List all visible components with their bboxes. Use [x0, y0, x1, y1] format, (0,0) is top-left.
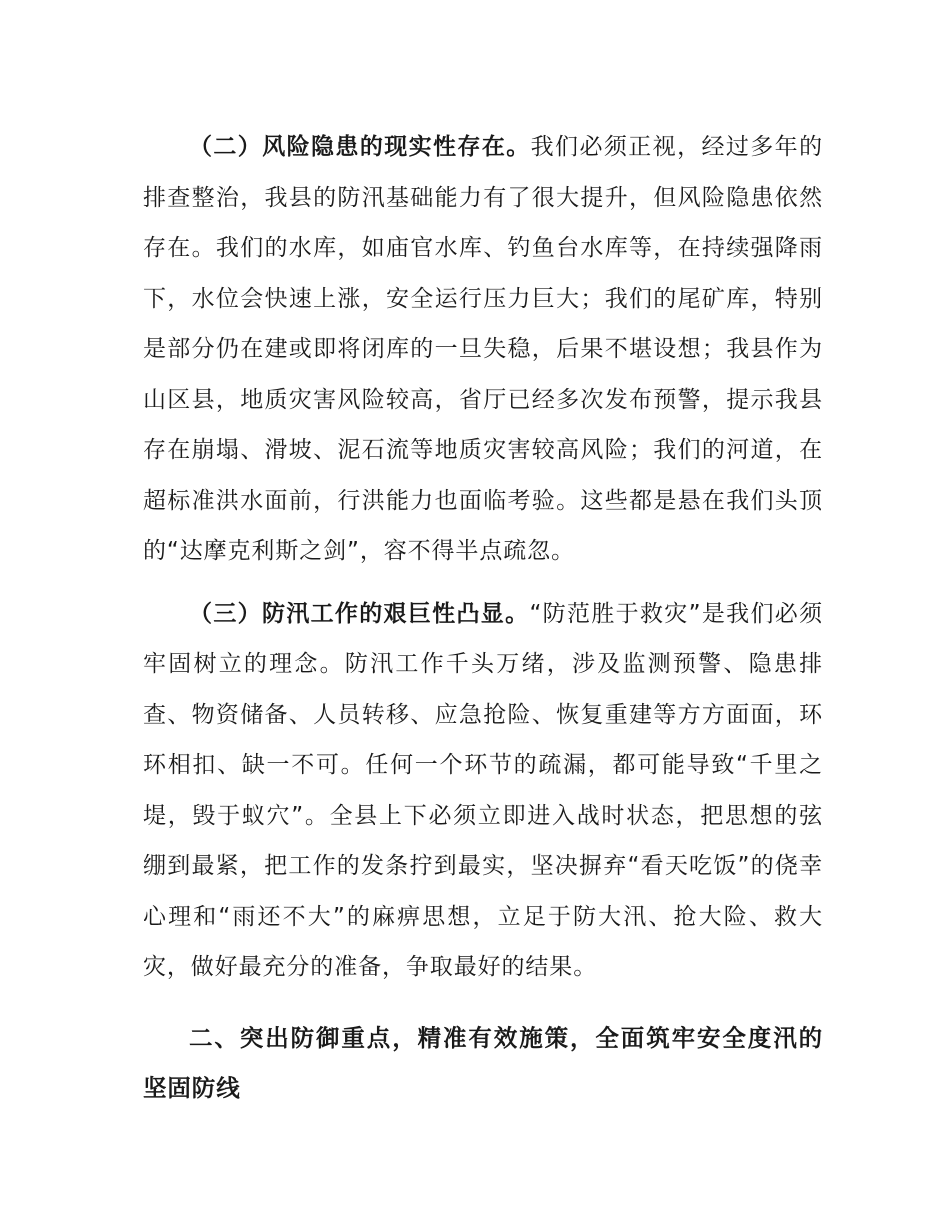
paragraph-flood-control-difficulty	[143, 589, 823, 993]
document-body	[143, 122, 823, 1114]
paragraph-risk-hazards-text: 我们必须正视，经过多年的排查整治，我县的防汛基础能力有了很大提升，但风险隐患依然存在。我们的水库，如庙官水库、钓鱼台水库等，在持续强降雨下，水位会快速上涨，安全运行压力巨大；我们的尾矿库，特别是部分仍在建或即将闭库的一旦失稳，后果不堪设想；我县作为山区县，地质灾害风险较高，省厅已经多次发布预警，提示我县存在崩塌、滑坡、泥石流等地质灾害较高风险；我们的河道，在超标准洪水面前，行洪能力也面临考验。这些都是悬在我们头顶的“达摩克利斯之剑”，容不得半点疏忽。	[143, 134, 823, 564]
paragraph-flood-control-difficulty-text: “防范胜于救灾”是我们必须牢固树立的理念。防汛工作千头万绪，涉及监测预警、隐患排查、物资储备、人员转移、应急抢险、恢复重建等方方面面，环环相扣、缺一不可。任何一个环节的疏漏，都可能导致“千里之堤，毁于蚁穴”。全县上下必须立即进入战时状态，把思想的弦绷到最紧，把工作的发条拧到最实，坚决摒弃“看天吃饭”的侥幸心理和“雨还不大”的麻痹思想，立足于防大汛、抢大险、救大灾，做好最充分的准备，争取最好的结果。	[143, 600, 823, 980]
subheading-risk-hazards: （二）风险隐患的现实性存在。	[189, 134, 531, 160]
subheading-flood-control-difficulty: （三）防汛工作的艰巨性凸显。	[189, 600, 530, 627]
section-heading-two: 二、突出防御重点，精准有效施策，全面筑牢安全度汛的坚固防线	[143, 1023, 823, 1102]
paragraph-risk-hazards	[143, 122, 823, 577]
